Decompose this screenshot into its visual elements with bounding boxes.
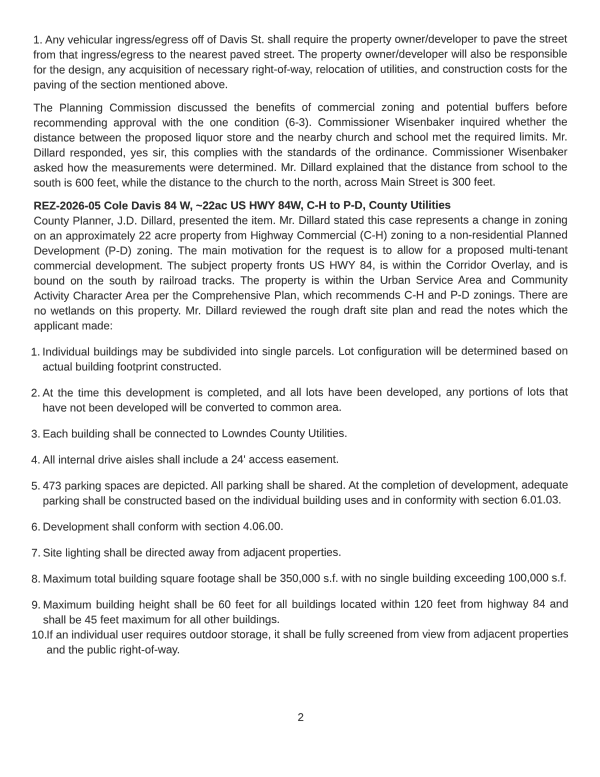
list-item-number: 4. — [31, 454, 41, 467]
list-item-number: 8. — [31, 573, 41, 586]
paragraph-commission-discussion: The Planning Commission discussed the benefits of commercial zoning and potential buffers before recommending approval with the one condition (6-3). Commissioner Wisenbaker inquired whether the distance between the proposed liquor store and the nearby church and school met the required limits. Mr. Dillard responded, yes sir, this complies with the standards of the ordinance. Commissioner Wisenbaker asked how the measurements were determined. Mr. Dillard explained that the distance from school to the south is 600 feet, while the distance to the church to the north, across Main Street is 300 feet. — [33, 101, 568, 190]
list-item — [31, 344, 568, 375]
list-item — [31, 597, 568, 628]
list-item-text: All internal drive aisles shall include a 24' access easement. — [42, 453, 339, 467]
list-item-number: 1. — [30, 346, 41, 359]
list-item-number: 6. — [31, 521, 41, 534]
list-item-text: Maximum building height shall be 60 feet for all buildings located within 120 feet from highway 84 and shall be 45 feet maximum for all other buildings. — [42, 598, 569, 627]
list-item-text: Individual buildings may be subdivided into single parcels. Lot configuration will be determined based on actual building footprint constructed. — [42, 345, 568, 374]
list-item-text: Maximum total building square footage shall be 350,000 s.f. with no single building exceeding 100,000 s.f. — [42, 572, 567, 586]
list-item — [31, 519, 568, 535]
applicant-notes-list — [31, 344, 569, 658]
list-item-text: At the time this development is completed, and all lots have been developed, any portions of lots that have not been developed will be converted to common area. — [42, 386, 569, 415]
list-item — [31, 385, 568, 416]
list-item — [31, 426, 568, 442]
list-item-text: Site lighting shall be directed away from adjacent properties. — [42, 546, 342, 560]
list-item-number: 2. — [30, 387, 41, 400]
list-item — [32, 627, 569, 658]
list-item-text: Development shall conform with section 4.06.00. — [42, 521, 284, 534]
list-item-text: Each building shall be connected to Lowndes County Utilities. — [42, 427, 348, 441]
list-item-text: If an individual user requires outdoor storage, it shall be fully screened from view from adjacent properties and the public right-of-way. — [46, 628, 569, 657]
list-item — [31, 571, 568, 587]
list-item-number: 3. — [31, 428, 41, 441]
list-item — [31, 478, 568, 509]
list-item-number: 5. — [31, 480, 41, 493]
section-heading-rez-2026-05: REZ-2026-05 Cole Davis 84 W, ~22ac US HWY 84W, C-H to P-D, County Utilities — [33, 199, 451, 213]
paragraph-section-intro: County Planner, J.D. Dillard, presented the item. Mr. Dillard stated this case represents a change in zoning on an approximately 22 acre property from Highway Commercial (C-H) zoning to a non-residential Planned Development (P-D) zoning. The main motivation for the request is to allow for a proposed multi-tenant commercial development. The subject property fronts US HWY 84, is within the Corridor Overlay, and is bound on the south by railroad tracks. The property is within the Urban Service Area and Community Activity Character Area per the Comprehensive Plan, which recommends C-H and P-D zonings. There are no wetlands on this property. Mr. Dillard reviewed the rough draft site plan and read the notes which the applicant made: — [33, 214, 568, 333]
list-item-text: 473 parking spaces are depicted. All parking shall be shared. At the completion of development, adequate parking shall be constructed based on the individual building uses and in conformity with section 6.01.03. — [42, 479, 569, 508]
page-number: 2 — [297, 711, 304, 725]
list-item — [31, 545, 568, 561]
paragraph-condition-1: 1. Any vehicular ingress/egress off of Davis St. shall require the property owner/developer to pave the street from that ingress/egress to the nearest paved street. The property owner/developer will also be responsible for the design, any acquisition of necessary right-of-way, relocation of utilities, and construction costs for the paving of the section mentioned above. — [33, 33, 568, 92]
list-item-number: 9. — [31, 599, 41, 612]
list-item — [31, 452, 568, 468]
list-item-number: 10. — [31, 629, 48, 642]
list-item-number: 7. — [31, 547, 41, 560]
